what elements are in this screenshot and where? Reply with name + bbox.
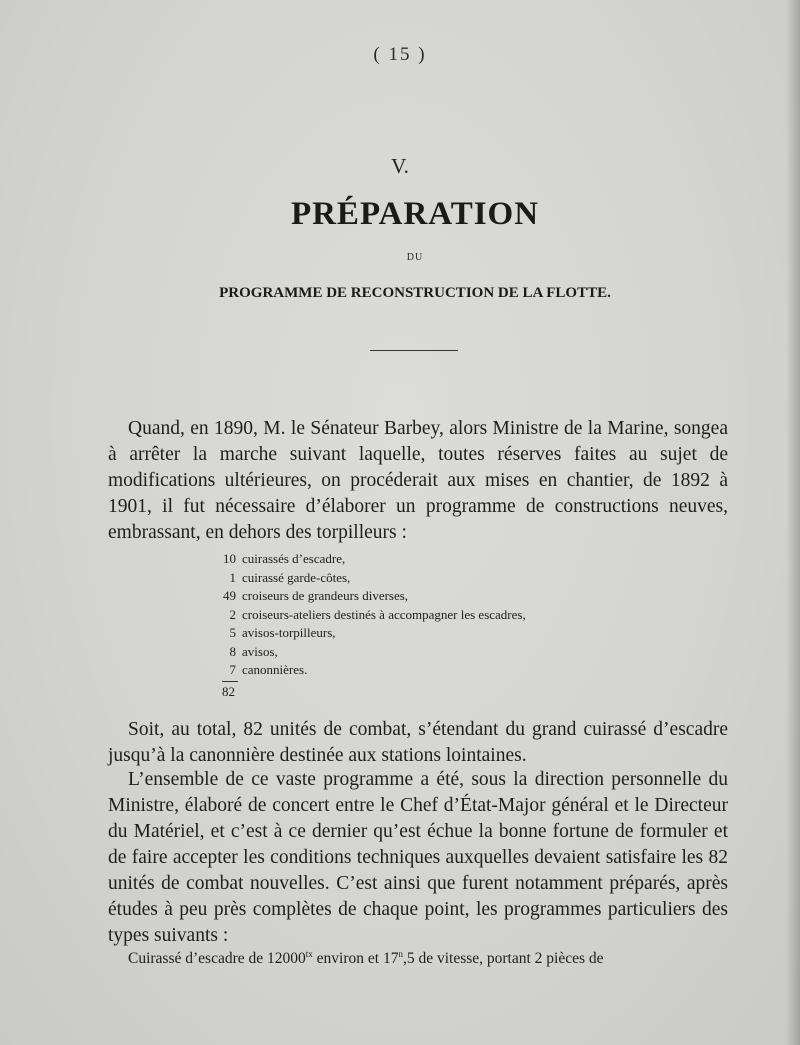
list-item-label: croiseurs de grandeurs diverses,: [242, 588, 409, 603]
title-connector: DU: [406, 252, 424, 263]
paragraph-program: L’ensemble de ce vaste programme a été, sous la direction personnelle du Ministre, élaboré de concert entre le Chef d’État-Major général et le Directeur du Matériel, et c’est à ce dernier qu’est échue la bonne fortune de formuler et de faire accepter les conditions techniques auxquelles devaient satisfaire les 82 unités de combat nouvelles. C’est ainsi que furent notamment préparés, après études à peu près complètes de chaque point, les programmes particuliers des types suivants :: [108, 769, 728, 946]
list-item: [216, 606, 636, 625]
list-item-count: 10: [223, 551, 236, 566]
list-item-count: 49: [223, 588, 236, 603]
section-numeral: V.: [391, 154, 409, 178]
list-item-label: avisos-torpilleurs,: [242, 625, 336, 640]
title-divider: [370, 350, 458, 351]
list-item: [216, 569, 636, 588]
list-item-count: 5: [229, 625, 236, 640]
knots-unit: n: [398, 949, 403, 959]
section-title: PRÉPARATION: [290, 196, 540, 232]
paragraph-intro: Quand, en 1890, M. le Sénateur Barbey, alors Ministre de la Marine, songea à arrêter la marche suivant laquelle, toutes réserves faites au sujet de modifications ultérieures, on procéderait aux mises en chantier, de 1892 à 1901, il fut nécessaire d’élaborer un programme de constructions neuves, embrassant, en dehors des torpilleurs :: [108, 418, 728, 543]
list-item-count: 2: [229, 606, 236, 622]
battleship-text-start: Cuirassé d’escadre de 12000: [128, 950, 306, 968]
list-item-count: 8: [229, 643, 236, 659]
list-item-count: 7: [229, 662, 236, 677]
paragraph-total: Soit, au total, 82 unités de combat, s’étendant du grand cuirassé d’escadre jusqu’à la canonnière destinée aux stations lointaines.: [108, 719, 728, 766]
list-item: [216, 587, 636, 606]
list-item-label: canonnières.: [242, 662, 308, 677]
total-rule: [222, 681, 238, 682]
list-item: [216, 550, 636, 569]
section-subtitle: PROGRAMME DE RECONSTRUCTION DE LA FLOTTE.: [219, 285, 611, 301]
list-item: [216, 661, 636, 680]
list-item: [216, 643, 636, 662]
list-item-label: avisos,: [242, 643, 278, 659]
list-item: [216, 624, 636, 643]
list-item-count: 1: [229, 569, 236, 585]
tonnage-unit: tx: [305, 949, 313, 959]
page-number: ( 15 ): [373, 44, 427, 65]
battleship-text-end: ,5 de vitesse, portant 2 pièces de: [402, 950, 604, 968]
list-item-label: cuirassé garde-côtes,: [242, 569, 351, 585]
list-item-label: cuirassés d’escadre,: [242, 551, 346, 566]
list-item-label: croiseurs-ateliers destinés à accompagner les escadres,: [242, 606, 526, 622]
ship-list-total: 82: [222, 684, 235, 699]
ship-list: [216, 550, 636, 680]
paragraph-battleship: [108, 943, 728, 970]
battleship-text-mid: environ et 17: [312, 950, 399, 968]
